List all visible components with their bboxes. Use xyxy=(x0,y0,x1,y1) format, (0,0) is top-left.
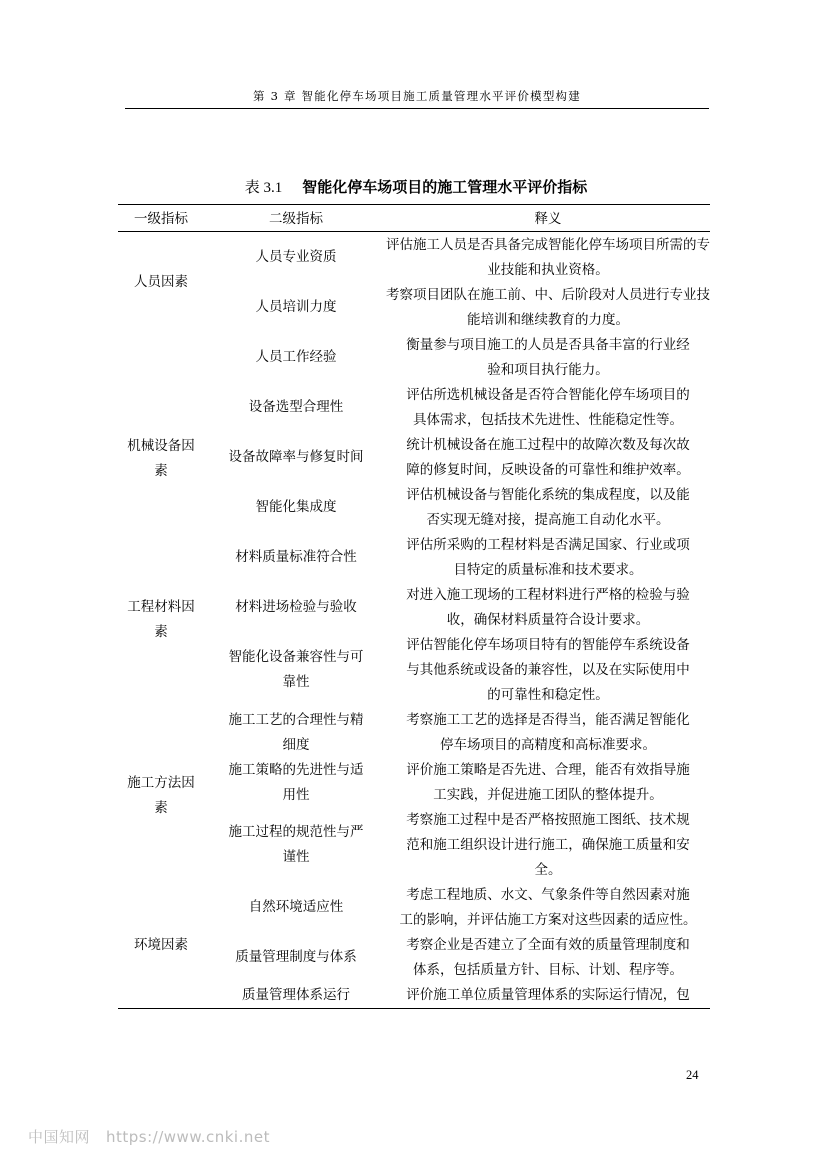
definition: 评估所选机械设备是否符合智能化停车场项目的 具体需求，包括技术先进性、性能稳定性等。 xyxy=(406,387,690,428)
table-header-primary: 一级指标 xyxy=(134,211,188,227)
page-number: 24 xyxy=(686,1068,699,1082)
watermark-brand: 中国知网 xyxy=(28,1128,91,1146)
definition: 考虑工程地质、水文、气象条件等自然因素对施 工的影响，并评估施工方案对这些因素的适应性。 xyxy=(399,887,697,928)
definition: 评价施工策略是否先进、合理，能否有效指导施 工实践，并促进施工团队的整体提升。 xyxy=(406,762,690,803)
definition: 评估施工人员是否具备完成智能化停车场项目所需的专 业技能和执业资格。 xyxy=(386,237,710,278)
header-rule xyxy=(125,108,709,109)
table-header-definition: 释义 xyxy=(534,211,562,227)
definition: 评价施工单位质量管理体系的实际运行情况，包 xyxy=(406,987,690,1003)
definition: 统计机械设备在施工过程中的故障次数及每次故 障的修复时间，反映设备的可靠性和维护效率。 xyxy=(406,437,690,478)
secondary-indicator: 自然环境适应性 xyxy=(248,899,344,915)
secondary-indicator: 智能化设备兼容性与可 靠性 xyxy=(228,649,364,690)
secondary-indicator: 施工过程的规范性与严 谨性 xyxy=(228,824,364,865)
secondary-indicator: 质量管理体系运行 xyxy=(242,987,350,1003)
definition: 衡量参与项目施工的人员是否具备丰富的行业经 验和项目执行能力。 xyxy=(406,337,690,378)
watermark-url[interactable]: https://www.cnki.net xyxy=(106,1128,270,1146)
secondary-indicator: 质量管理制度与体系 xyxy=(235,949,357,965)
secondary-indicator: 设备故障率与修复时间 xyxy=(228,449,364,465)
definition: 评估智能化停车场项目特有的智能停车系统设备 与其他系统或设备的兼容性，以及在实际使用中 的可靠性和稳定性。 xyxy=(406,637,690,703)
running-header: 第 3 章 智能化停车场项目施工质量管理水平评价模型构建 xyxy=(253,89,581,103)
secondary-indicator: 人员专业资质 xyxy=(255,249,337,265)
definition: 考察施工工艺的选择是否得当，能否满足智能化 停车场项目的高精度和高标准要求。 xyxy=(406,712,690,753)
table-bottom-rule xyxy=(118,1008,710,1009)
secondary-indicator: 材料质量标准符合性 xyxy=(235,549,357,565)
watermark xyxy=(28,1126,270,1147)
table-caption-title: 智能化停车场项目的施工管理水平评价指标 xyxy=(302,178,588,196)
secondary-indicator: 智能化集成度 xyxy=(255,499,337,515)
definition: 评估机械设备与智能化系统的集成程度，以及能 否实现无缝对接，提高施工自动化水平。 xyxy=(406,487,690,528)
secondary-indicator: 施工工艺的合理性与精 细度 xyxy=(228,712,364,753)
secondary-indicator: 设备选型合理性 xyxy=(248,399,344,415)
definition: 评估所采购的工程材料是否满足国家、行业或项 目特定的质量标准和技术要求。 xyxy=(406,537,690,578)
definition: 考察项目团队在施工前、中、后阶段对人员进行专业技 能培训和继续教育的力度。 xyxy=(386,287,710,328)
table-top-rule xyxy=(118,204,710,205)
definition: 对进入施工现场的工程材料进行严格的检验与验 收，确保材料质量符合设计要求。 xyxy=(406,587,690,628)
secondary-indicator: 材料进场检验与验收 xyxy=(235,599,357,615)
definition: 考察施工过程中是否严格按照施工图纸、技术规 范和施工组织设计进行施工，确保施工质量和安 全。 xyxy=(406,812,690,878)
secondary-indicator: 人员工作经验 xyxy=(255,349,337,365)
definition: 考察企业是否建立了全面有效的质量管理制度和 体系，包括质量方针、目标、计划、程序等。 xyxy=(406,937,690,978)
table-caption xyxy=(118,176,714,197)
secondary-indicator: 施工策略的先进性与适 用性 xyxy=(228,762,364,803)
primary-indicator: 环境因素 xyxy=(134,937,188,953)
table-caption-number: 表 3.1 xyxy=(244,180,283,196)
table-header-rule xyxy=(118,231,710,232)
table-header-secondary: 二级指标 xyxy=(269,211,323,227)
primary-indicator: 人员因素 xyxy=(134,274,188,290)
primary-indicator: 工程材料因 素 xyxy=(127,599,195,640)
primary-indicator: 机械设备因 素 xyxy=(127,438,195,479)
secondary-indicator: 人员培训力度 xyxy=(255,299,337,315)
primary-indicator: 施工方法因 素 xyxy=(127,775,195,816)
